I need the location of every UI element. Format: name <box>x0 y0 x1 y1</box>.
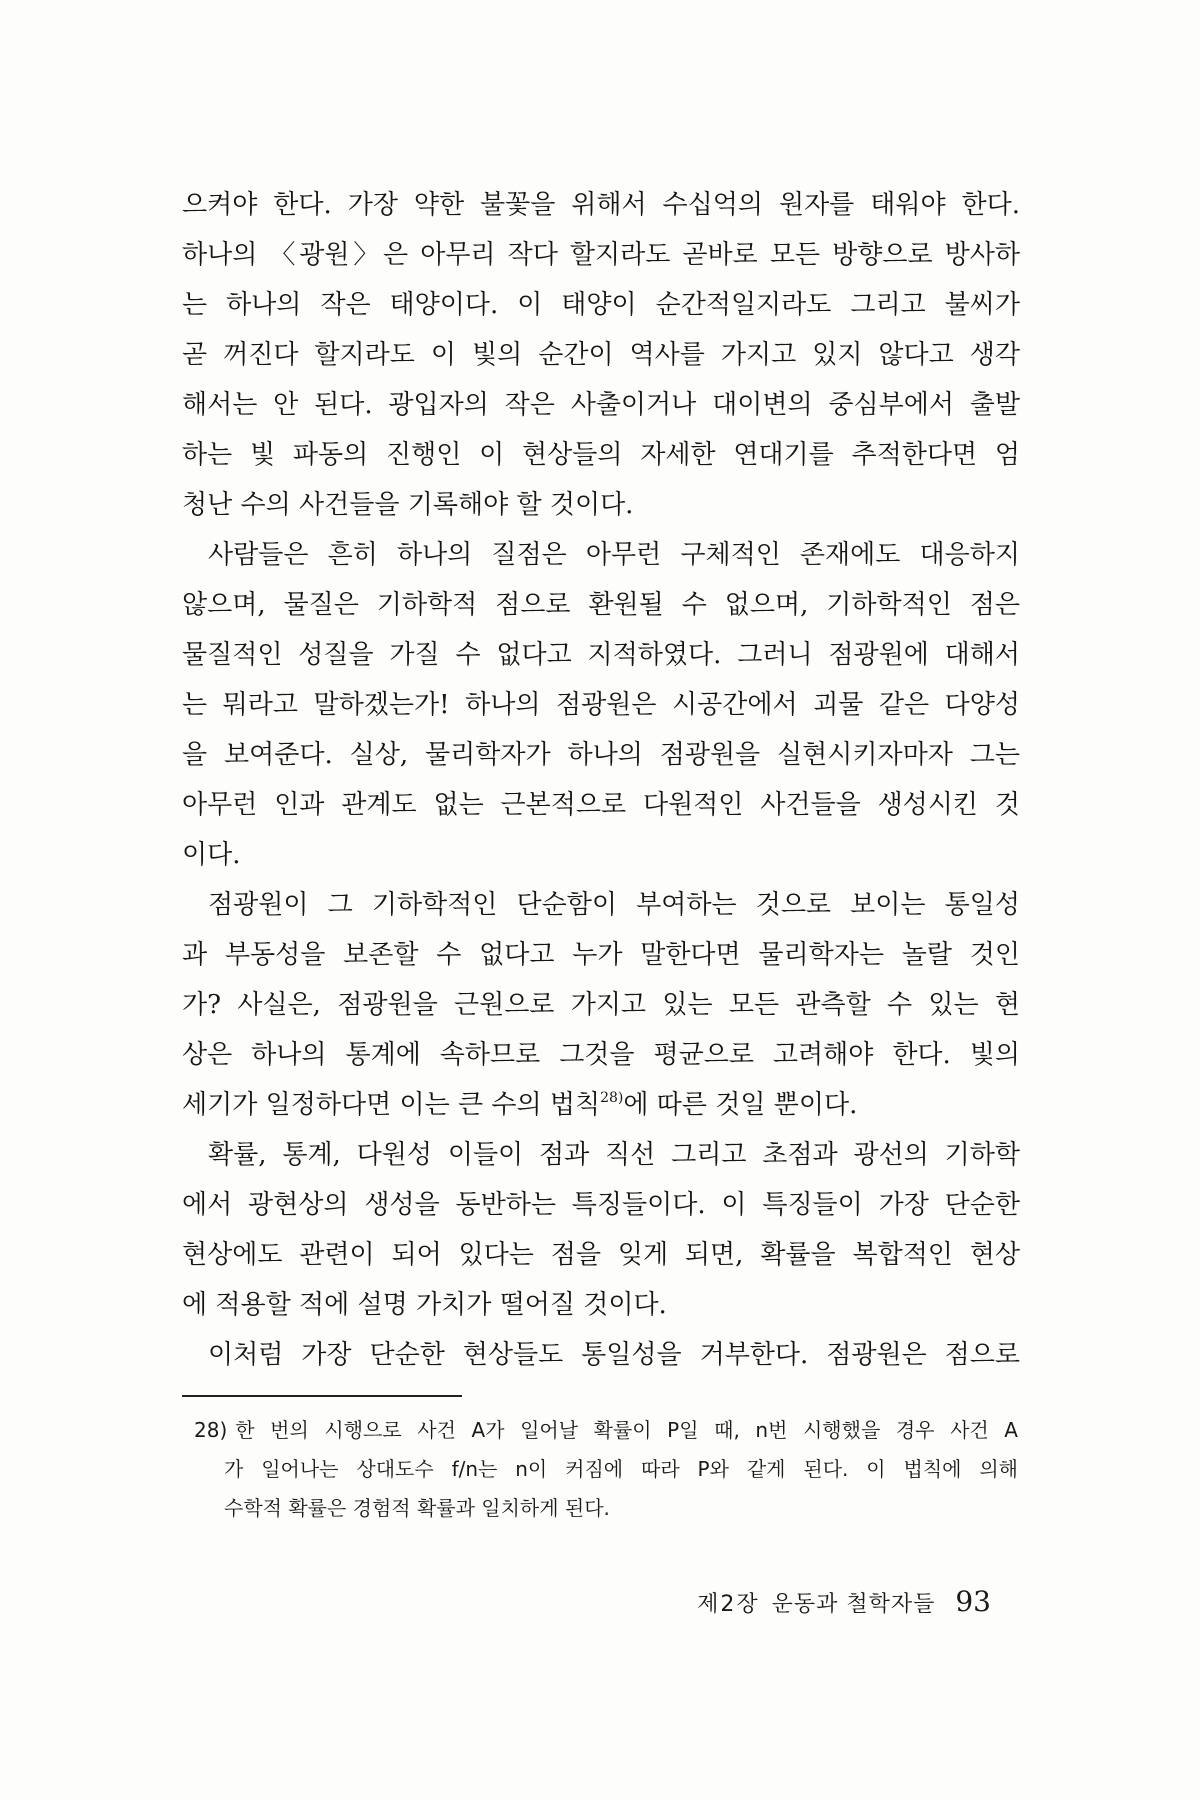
paragraph-3 <box>182 880 1020 1130</box>
text-line: 과 부동성을 보존할 수 없다고 누가 말한다면 물리학자는 놀랄 것인 <box>182 940 1020 970</box>
text-line <box>182 1080 1020 1130</box>
text-line: 물질적인 성질을 가질 수 없다고 지적하였다. 그러니 점광원에 대해서 <box>182 640 1020 670</box>
footnote <box>194 1411 1018 1528</box>
text-line: 사람들은 흔히 하나의 질점은 아무런 구체적인 존재에도 대응하지 <box>208 540 1020 570</box>
chapter-label: 제2장 <box>697 1592 760 1617</box>
text-line: 는 하나의 작은 태양이다. 이 태양이 순간적일지라도 그리고 불씨가 <box>182 290 1020 320</box>
text-line: 현상에도 관련이 되어 있다는 점을 잊게 되면, 확률을 복합적인 현상 <box>182 1240 1020 1270</box>
footnote-line <box>194 1411 1018 1450</box>
text-line: 않으며, 물질은 기하학적 점으로 환원될 수 없으며, 기하학적인 점은 <box>182 590 1020 620</box>
footnote-text: 한 번의 시행으로 사건 A가 일어날 확률이 P일 때, n번 시행했을 경우 사건 A <box>235 1418 1018 1442</box>
footnote-line: 가 일어나는 상대도수 f/n는 n이 커짐에 따라 P와 같게 된다. 이 법칙에 의해 <box>224 1457 1018 1481</box>
footnote-line: 수학적 확률은 경험적 확률과 일치하게 된다. <box>224 1496 610 1520</box>
text-line: 을 보여준다. 실상, 물리학자가 하나의 점광원을 실현시키자마자 그는 <box>182 740 1020 770</box>
footnote-number: 28) <box>194 1418 228 1442</box>
paragraph-1 <box>182 180 1020 530</box>
text-line: 에 적용할 적에 설명 가치가 떨어질 것이다. <box>182 1290 667 1320</box>
text-line: 에서 광현상의 생성을 동반하는 특징들이다. 이 특징들이 가장 단순한 <box>182 1190 1020 1220</box>
paragraph-2 <box>182 530 1020 880</box>
text-line: 하나의 〈광원〉은 아무리 작다 할지라도 곧바로 모든 방향으로 방사하 <box>182 240 1020 270</box>
text-line: 곧 꺼진다 할지라도 이 빛의 순간이 역사를 가지고 있지 않다고 생각 <box>182 340 1020 370</box>
running-footer <box>697 1585 991 1618</box>
text-line: 는 뭐라고 말하겠는가! 하나의 점광원은 시공간에서 괴물 같은 다양성 <box>182 690 1020 720</box>
text-line: 해서는 안 된다. 광입자의 작은 사출이거나 대이변의 중심부에서 출발 <box>182 390 1020 420</box>
paragraph-5 <box>182 1330 1020 1380</box>
page-number: 93 <box>955 1585 991 1618</box>
text-line: 이다. <box>182 840 241 870</box>
text-line: 청난 수의 사건들을 기록해야 할 것이다. <box>182 490 634 520</box>
text-segment: 에 따른 것일 뿐이다. <box>623 1090 858 1120</box>
paragraph-4 <box>182 1130 1020 1330</box>
text-segment: 세기가 일정하다면 이는 큰 수의 법칙 <box>182 1090 601 1120</box>
text-line: 하는 빛 파동의 진행인 이 현상들의 자세한 연대기를 추적한다면 엄 <box>182 440 1020 470</box>
footnote-reference: 28) <box>600 1090 624 1106</box>
text-line: 으켜야 한다. 가장 약한 불꽃을 위해서 수십억의 원자를 태워야 한다. <box>182 190 1020 220</box>
text-line: 상은 하나의 통계에 속하므로 그것을 평균으로 고려해야 한다. 빛의 <box>182 1040 1020 1070</box>
text-line: 확률, 통계, 다원성 이들이 점과 직선 그리고 초점과 광선의 기하학 <box>208 1140 1020 1170</box>
chapter-title: 운동과 철학자들 <box>771 1592 936 1617</box>
footnote-separator <box>182 1395 462 1397</box>
text-line: 가? 사실은, 점광원을 근원으로 가지고 있는 모든 관측할 수 있는 현 <box>182 990 1020 1020</box>
text-line: 점광원이 그 기하학적인 단순함이 부여하는 것으로 보이는 통일성 <box>208 890 1020 920</box>
text-line: 아무런 인과 관계도 없는 근본적으로 다원적인 사건들을 생성시킨 것 <box>182 790 1020 820</box>
body-text <box>182 180 1020 1380</box>
text-line: 이처럼 가장 단순한 현상들도 통일성을 거부한다. 점광원은 점으로 <box>208 1340 1020 1370</box>
